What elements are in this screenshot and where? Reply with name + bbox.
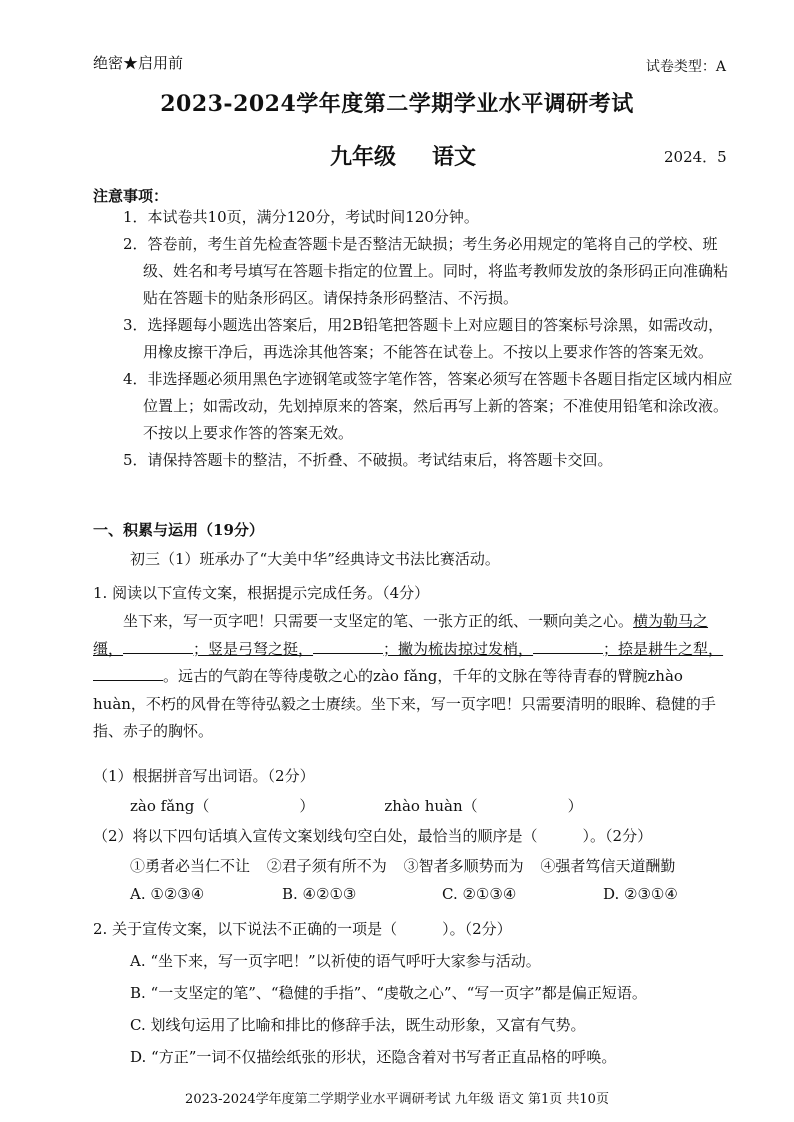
exam-date: 2024．5 xyxy=(664,148,727,166)
grade-label: 九年级 xyxy=(330,144,397,170)
choice-a[interactable]: A. ①②③④ xyxy=(130,885,205,903)
notice-item: 3．选择题每小题选出答案后，用2B铅笔把答题卡上对应题目的答案标号涂黑，如需改动，用橡皮擦干净后，再选涂其他答案；不能答在试卷上。不按以上要求作答的答案无效。 xyxy=(123,316,724,361)
pinyin-answer-2[interactable]: zhào huàn（ ） xyxy=(384,797,583,815)
question-1-sub-2: （2）将以下四句话填入宣传文案划线句空白处，最恰当的顺序是（ ）。（2分） xyxy=(93,827,653,845)
choice-c[interactable]: C. ②①③④ xyxy=(442,885,517,903)
answer-blank[interactable] xyxy=(123,639,193,654)
phrase-item: ④强者笃信天道酬勤 xyxy=(540,857,676,875)
phrase-item: ①勇者必当仁不让 xyxy=(130,857,251,875)
section-title: 一、积累与运用（19分） xyxy=(93,521,264,539)
choice-b[interactable]: B. ④②①③ xyxy=(282,885,357,903)
promo-passage xyxy=(93,608,728,746)
question-2-option-a[interactable]: A. “坐下来，写一页字吧！”以祈使的语气呼吁大家参与活动。 xyxy=(130,952,541,970)
exam-title: 2023-2024学年度第二学期学业水平调研考试 xyxy=(160,91,634,117)
underlined-phrase: ；捺是耕牛之犁， xyxy=(603,639,724,658)
answer-blank[interactable] xyxy=(313,639,383,654)
question-2-option-d[interactable]: D. “方正”一词不仅描绘纸张的形状，还隐含着对书写者正直品格的呼唤。 xyxy=(130,1048,617,1066)
passage-start: 坐下来，写一页字吧！只需要一支坚定的笔、一张方正的纸、一颗向美之心。 xyxy=(123,612,634,630)
underlined-phrase: 横为勒马之缰， xyxy=(93,612,709,658)
paper-type-label: 试卷类型：A xyxy=(645,59,726,75)
section-intro: 初三（1）班承办了“大美中华”经典诗文书法比赛活动。 xyxy=(130,550,500,568)
passage-end: 。远古的气韵在等待虔敬之心的zào fǎng，千年的文脉在等待青春的臂腕zhào huàn，不朽的风骨在等待弘毅之士赓续。坐下来，写一页字吧！只需要清明的眼眸、稳健的手指、赤子的胸怀。 xyxy=(93,667,716,740)
phrase-item: ②君子须有所不为 xyxy=(266,857,387,875)
answer-blank[interactable] xyxy=(533,639,603,654)
notice-item: 2．答卷前，考生首先检查答题卡是否整洁无缺损；考生务必用规定的笔将自己的学校、班级、姓名和考号填写在答题卡指定的位置上。同时，将监考教师发放的条形码正向准确粘贴在答题卡的贴条形码区。请保持条形码整洁、不污损。 xyxy=(123,235,729,307)
question-2-stem: 2. 关于宣传文案，以下说法不正确的一项是（ ）。（2分） xyxy=(93,920,512,938)
notice-list xyxy=(123,204,733,474)
subject-label: 语文 xyxy=(432,144,477,170)
underlined-phrase: ；竖是弓弩之挺， xyxy=(193,639,314,658)
pinyin-answer-1[interactable]: zào fǎng（ ） xyxy=(130,797,315,815)
pinyin-row xyxy=(130,795,583,816)
notice-item: 1．本试卷共10页，满分120分，考试时间120分钟。 xyxy=(123,208,479,226)
choice-d[interactable]: D. ②③①④ xyxy=(603,885,678,903)
answer-blank[interactable] xyxy=(93,666,163,681)
page-footer: 2023-2024学年度第二学期学业水平调研考试 九年级 语文 第1页 共10页 xyxy=(185,1092,609,1107)
notice-heading: 注意事项： xyxy=(93,187,169,205)
phrase-item: ③智者多顺势而为 xyxy=(403,857,524,875)
exam-subtitle xyxy=(330,140,476,171)
question-2-option-b[interactable]: B. “一支坚定的笔”、“稳健的手指”、“虔敬之心”、“写一页字”都是偏正短语。 xyxy=(130,984,647,1002)
underlined-phrase: ；撇为梳齿掠过发梢， xyxy=(383,639,534,658)
phrase-list xyxy=(130,855,687,876)
notice-item: 5．请保持答题卡的整洁，不折叠、不破损。考试结束后，将答题卡交回。 xyxy=(123,451,613,469)
question-2-option-c[interactable]: C. 划线句运用了比喻和排比的修辞手法，既生动形象，又富有气势。 xyxy=(130,1016,586,1034)
notice-item: 4．非选择题必须用黑色字迹钢笔或签字笔作答，答案必须写在答题卡各题目指定区域内相应位置上；如需改动，先划掉原来的答案，然后再写上新的答案；不准使用铅笔和涂改液。不按以上要求作答的答案无效。 xyxy=(123,370,733,442)
question-1-sub-1: （1）根据拼音写出词语。（2分） xyxy=(93,767,315,785)
question-1-stem: 1. 阅读以下宣传文案，根据提示完成任务。（4分） xyxy=(93,584,430,602)
confidential-label: 绝密★启用前 xyxy=(93,54,184,72)
